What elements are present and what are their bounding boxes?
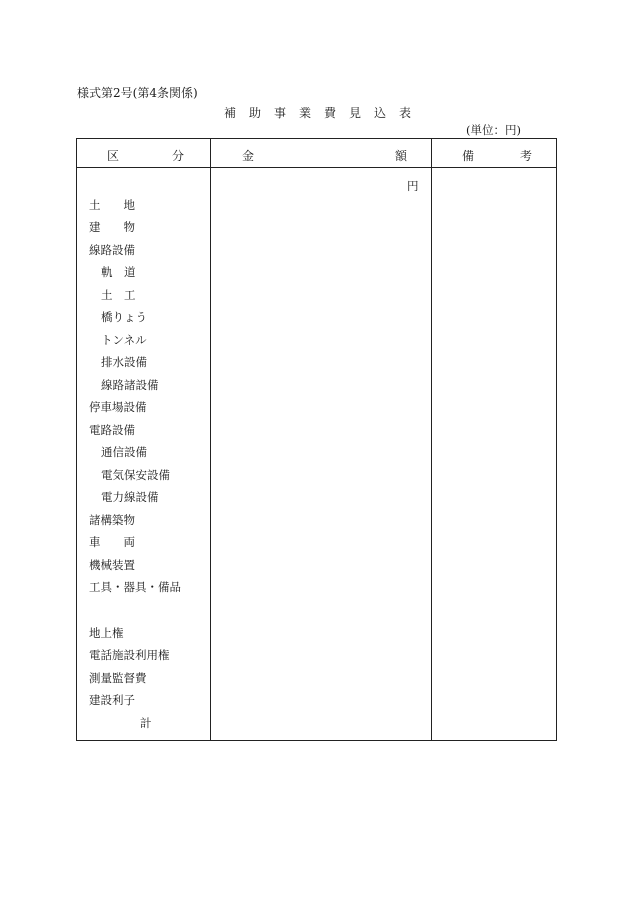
currency-unit: 円 xyxy=(407,179,419,193)
row-label-tools: 工具・器具・備品 xyxy=(89,580,181,594)
row-label-machinery: 機械装置 xyxy=(89,558,135,572)
row-label-drainage: 排水設備 xyxy=(101,355,147,369)
header-biko-left: 備 xyxy=(462,149,475,163)
row-label-power-line: 電力線設備 xyxy=(101,490,159,504)
row-label-communication: 通信設備 xyxy=(101,445,147,459)
row-label-surface-rights: 地上権 xyxy=(89,626,124,640)
row-label-track: 軌 道 xyxy=(101,265,136,279)
row-label-vehicles: 車 両 xyxy=(89,535,135,549)
row-label-telephone-rights: 電話施設利用権 xyxy=(89,648,170,662)
document-title: 補助事業費見込表 xyxy=(224,106,425,120)
row-label-bridges: 橋りょう xyxy=(101,310,147,324)
header-biko-right: 考 xyxy=(520,149,533,163)
column-divider-1 xyxy=(210,139,211,740)
row-label-track-misc: 線路諸設備 xyxy=(101,378,159,392)
header-kingaku-left: 金 xyxy=(242,149,255,163)
header-kubun-left: 区 xyxy=(107,149,120,163)
row-label-total: 計 xyxy=(140,716,152,730)
header-kingaku-right: 額 xyxy=(395,149,408,163)
row-label-structures: 諸構築物 xyxy=(89,513,135,527)
row-label-electric-line: 電路設備 xyxy=(89,423,135,437)
row-label-land: 土 地 xyxy=(89,198,135,212)
form-number: 様式第2号(第4条関係) xyxy=(77,86,198,100)
row-label-station: 停車場設備 xyxy=(89,400,147,414)
header-kubun-right: 分 xyxy=(172,149,185,163)
row-label-tunnels: トンネル xyxy=(101,333,147,347)
column-divider-2 xyxy=(431,139,432,740)
row-label-interest: 建設利子 xyxy=(89,693,135,707)
expense-table xyxy=(76,138,557,741)
row-label-survey: 測量監督費 xyxy=(89,671,147,685)
table-header xyxy=(77,139,556,168)
row-label-earthwork: 土 工 xyxy=(101,288,136,302)
row-label-buildings: 建 物 xyxy=(89,220,135,234)
row-label-electrical-safety: 電気保安設備 xyxy=(101,468,170,482)
unit-label: (単位：円) xyxy=(466,123,521,137)
row-label-track-facilities: 線路設備 xyxy=(89,243,135,257)
